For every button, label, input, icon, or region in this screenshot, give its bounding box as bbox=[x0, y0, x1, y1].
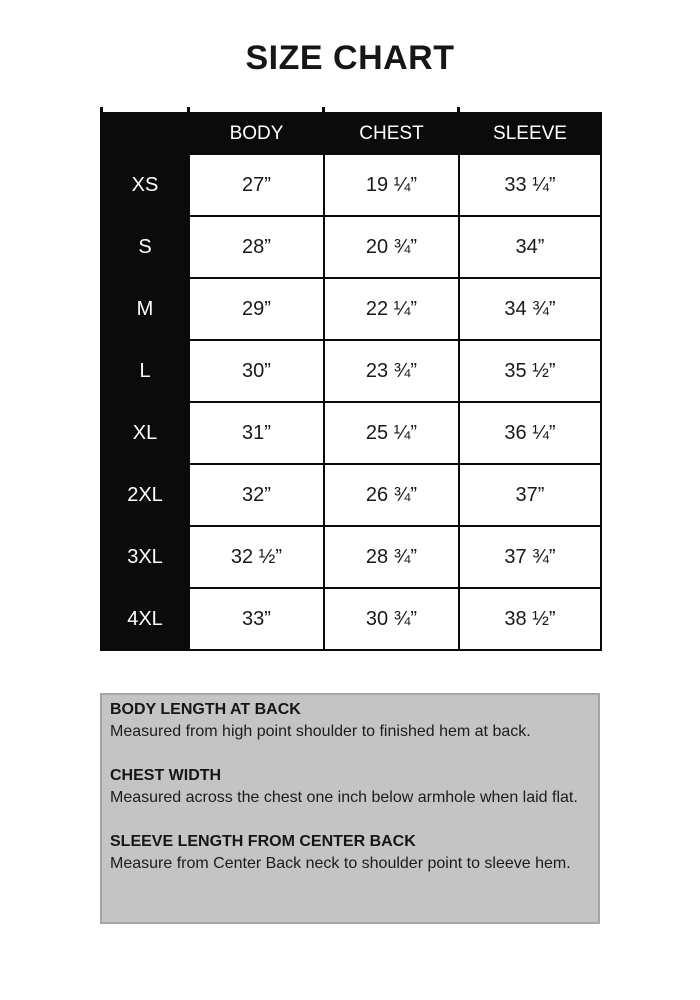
note-text: Measure from Center Back neck to shoulder point to sleeve hem. bbox=[110, 855, 571, 872]
body-value: 32” bbox=[189, 464, 324, 526]
sleeve-value: 37” bbox=[459, 464, 601, 526]
size-table-body bbox=[101, 154, 601, 650]
column-header-body: BODY bbox=[189, 113, 324, 154]
corner-cell bbox=[101, 113, 189, 154]
column-header-sleeve: SLEEVE bbox=[459, 113, 601, 154]
table-row bbox=[101, 402, 601, 464]
body-value: 32 ½” bbox=[189, 526, 324, 588]
column-header-chest: CHEST bbox=[324, 113, 459, 154]
size-label: 4XL bbox=[101, 588, 189, 650]
measurement-note bbox=[110, 831, 588, 875]
size-label: L bbox=[101, 340, 189, 402]
sleeve-value: 36 ¼” bbox=[459, 402, 601, 464]
sleeve-value: 33 ¼” bbox=[459, 154, 601, 216]
body-value: 30” bbox=[189, 340, 324, 402]
body-value: 27” bbox=[189, 154, 324, 216]
note-text: Measured from high point shoulder to finished hem at back. bbox=[110, 723, 531, 740]
chest-value: 25 ¼” bbox=[324, 402, 459, 464]
table-row bbox=[101, 526, 601, 588]
sleeve-value: 34” bbox=[459, 216, 601, 278]
size-label: XL bbox=[101, 402, 189, 464]
header-row bbox=[101, 113, 601, 154]
chest-value: 28 ¾” bbox=[324, 526, 459, 588]
body-value: 28” bbox=[189, 216, 324, 278]
measurement-note bbox=[110, 765, 588, 809]
body-value: 31” bbox=[189, 402, 324, 464]
table-row bbox=[101, 216, 601, 278]
size-label: 3XL bbox=[101, 526, 189, 588]
table-row bbox=[101, 278, 601, 340]
chest-value: 30 ¾” bbox=[324, 588, 459, 650]
chest-value: 23 ¾” bbox=[324, 340, 459, 402]
size-label: XS bbox=[101, 154, 189, 216]
note-heading: CHEST WIDTH bbox=[110, 767, 222, 784]
table-row bbox=[101, 464, 601, 526]
sleeve-value: 38 ½” bbox=[459, 588, 601, 650]
body-value: 29” bbox=[189, 278, 324, 340]
chest-value: 20 ¾” bbox=[324, 216, 459, 278]
chest-value: 22 ¼” bbox=[324, 278, 459, 340]
measurement-note bbox=[110, 699, 588, 743]
size-label: M bbox=[101, 278, 189, 340]
sleeve-value: 37 ¾” bbox=[459, 526, 601, 588]
sleeve-value: 34 ¾” bbox=[459, 278, 601, 340]
page-title: SIZE CHART bbox=[245, 39, 455, 77]
sleeve-value: 35 ½” bbox=[459, 340, 601, 402]
body-value: 33” bbox=[189, 588, 324, 650]
chest-value: 19 ¼” bbox=[324, 154, 459, 216]
size-label: 2XL bbox=[101, 464, 189, 526]
note-heading: SLEEVE LENGTH FROM CENTER BACK bbox=[110, 833, 416, 850]
table-row bbox=[101, 588, 601, 650]
measurement-notes-panel bbox=[100, 693, 600, 924]
note-heading: BODY LENGTH AT BACK bbox=[110, 701, 301, 718]
table-row bbox=[101, 154, 601, 216]
table-row bbox=[101, 340, 601, 402]
chest-value: 26 ¾” bbox=[324, 464, 459, 526]
size-label: S bbox=[101, 216, 189, 278]
size-chart-table bbox=[100, 112, 602, 651]
note-text: Measured across the chest one inch below armhole when laid flat. bbox=[110, 789, 578, 806]
